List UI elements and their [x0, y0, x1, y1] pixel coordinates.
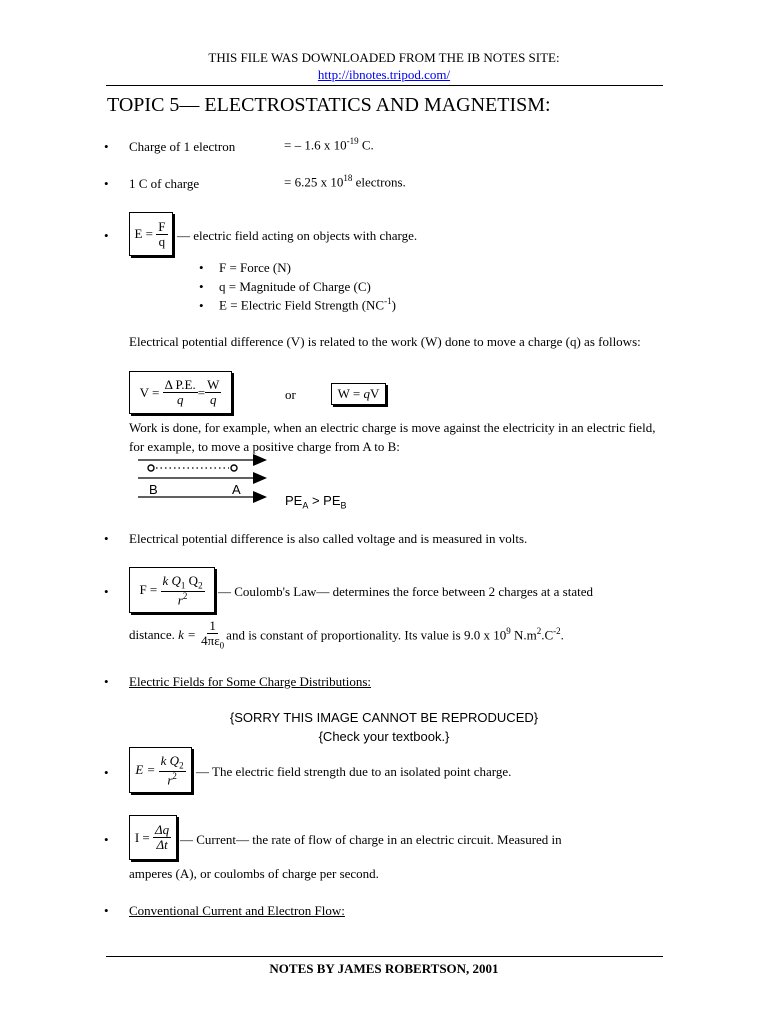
- bullet: •: [199, 279, 204, 294]
- potential-energy-comparison: $PE_A > PE_B$: [285, 493, 347, 511]
- efield-formula-box: [129, 212, 173, 256]
- bullet: •: [104, 139, 109, 154]
- frac-num: Δq: [155, 822, 170, 838]
- current-desc: — Current— the rate of flow of charge in an electric circuit. Measured in: [180, 832, 562, 847]
- point-b-marker: [148, 465, 154, 471]
- frac-num: F: [158, 218, 166, 234]
- efield-subitem: E = Electric Field Strength $(NC^{-1})$: [219, 296, 396, 313]
- bullet: •: [104, 674, 109, 689]
- conventional-current-heading: Conventional Current and Electron Flow:: [129, 903, 345, 918]
- textbook-notice: {Check your textbook.}: [318, 729, 450, 744]
- current-desc-line2: amperes (A), or coulombs of charge per second.: [129, 866, 379, 881]
- formula-lhs: V =: [139, 384, 160, 400]
- bullet: •: [104, 903, 109, 918]
- constant-value-text: and is constant of proportionality. Its value is 9.0 x $10^9$ $N.m^2.C^{-2}$.: [226, 626, 564, 643]
- or-label: or: [285, 387, 296, 402]
- missing-image-notice: {SORRY THIS IMAGE CANNOT BE REPRODUCED}: [229, 710, 539, 725]
- label-a: A: [232, 482, 241, 497]
- download-link-wrap: [0, 67, 768, 83]
- download-notice: THIS FILE WAS DOWNLOADED FROM THE IB NOTES SITE:: [208, 50, 560, 65]
- bullet: •: [199, 260, 204, 275]
- potential-formula-box: [129, 371, 232, 414]
- formula-lhs: I =: [134, 829, 150, 845]
- frac-den: q: [209, 392, 217, 407]
- point-charge-formula-box: [129, 747, 192, 793]
- efield-subitem: F = Force (N): [219, 260, 291, 275]
- frac-num: Δ P.E.: [164, 377, 196, 393]
- point-a-marker: [231, 465, 237, 471]
- electron-charge-label: Charge of 1 electron: [129, 139, 236, 154]
- formula-lhs: E =: [135, 762, 156, 777]
- bullet: •: [104, 176, 109, 191]
- electron-charge-value: = – 1.6 x $10^{-19}$ C.: [284, 136, 374, 153]
- work-text: Work is done, for example, when an electric charge is move against the electricity in an electric field, for example, to move a positive charge from A to B:: [129, 420, 656, 454]
- frac-den: Δt: [156, 837, 168, 852]
- field-line: [138, 454, 267, 466]
- point-charge-desc: — The electric field strength due to an isolated point charge.: [196, 764, 512, 779]
- footer-author: NOTES BY JAMES ROBERTSON, 2001: [269, 961, 499, 976]
- frac-den: q: [176, 392, 184, 407]
- formula-lhs: E =: [134, 226, 154, 241]
- header-rule: [106, 85, 663, 86]
- efield-subitem: q = Magnitude of Charge (C): [219, 279, 371, 294]
- frac-num: 1: [209, 618, 216, 634]
- bullet: •: [104, 832, 109, 847]
- label-b: B: [149, 482, 158, 497]
- formula-lhs: F =: [139, 582, 158, 597]
- coulomb-desc: — Coulomb's Law— determines the force between 2 charges at a stated: [218, 584, 594, 599]
- footer-rule: [106, 956, 663, 957]
- bullet: •: [199, 298, 204, 313]
- potential-text: Electrical potential difference (V) is related to the work (W) done to move a charge (q) as follows:: [129, 334, 641, 349]
- frac-num: W: [207, 377, 220, 393]
- current-formula-box: [129, 815, 177, 860]
- formula-q: q: [363, 386, 370, 401]
- formula-lhs: W =: [337, 386, 361, 401]
- k-lhs: k =: [178, 627, 196, 642]
- coulomb-value: = 6.25 x $10^{18}$ electrons.: [284, 173, 406, 190]
- bullet: •: [104, 531, 109, 546]
- distance-text: distance.: [129, 627, 175, 642]
- coulomb-label: 1 C of charge: [129, 176, 200, 191]
- frac-num: k $Q_1$ $Q_2$: [162, 572, 203, 591]
- frac-den: $r^2$: [167, 770, 177, 787]
- efields-heading: Electric Fields for Some Charge Distributions:: [129, 674, 372, 689]
- bullet: •: [104, 584, 109, 599]
- bullet: •: [104, 765, 109, 780]
- frac-den: q: [158, 233, 166, 249]
- work-formula-box: [331, 383, 386, 405]
- coulomb-formula-box: [129, 567, 215, 613]
- frac-num: k $Q_2$: [160, 752, 184, 771]
- frac-den: $r^2$: [177, 590, 188, 607]
- frac-den: $4\pi\varepsilon_0$: [201, 632, 225, 651]
- voltage-text: Electrical potential difference is also called voltage and is measured in volts.: [129, 531, 528, 546]
- formula-v: V: [369, 386, 380, 401]
- bullet: •: [104, 228, 109, 243]
- equals: =: [197, 384, 206, 400]
- page-title: TOPIC 5— ELECTROSTATICS AND MAGNETISM:: [107, 94, 551, 116]
- coulomb-constant-line: [129, 616, 564, 654]
- site-link[interactable]: http://ibnotes.tripod.com/: [317, 67, 451, 82]
- efield-desc: — electric field acting on objects with charge.: [177, 228, 418, 243]
